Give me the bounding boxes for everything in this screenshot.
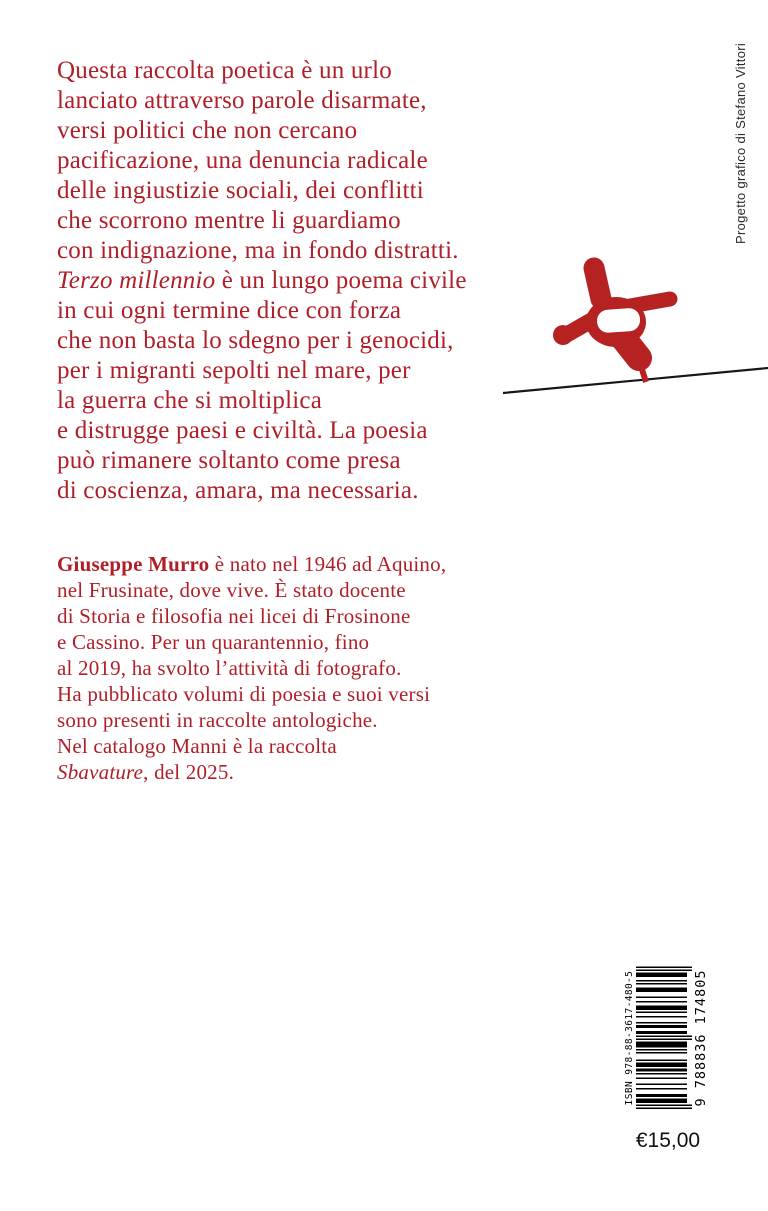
tightrope-walker-icon	[490, 252, 768, 400]
blurb-line: che scorrono mentre li guardiamo	[57, 207, 401, 234]
bio-line: e Cassino. Per un quarantennio, fino	[57, 630, 370, 654]
blurb-line-with-title	[57, 266, 517, 296]
blurb-line: lanciato attraverso parole disarmate,	[57, 87, 427, 114]
ean-digits: 9 788836 174805	[693, 969, 709, 1107]
blurb-line: può rimanere soltanto come presa	[57, 447, 401, 474]
blurb-line: in cui ogni termine dice con forza	[57, 297, 402, 324]
work-title: Sbavature	[57, 760, 144, 784]
ean13-barcode-icon	[636, 967, 692, 1110]
bio-line-rest: , del 2025.	[143, 760, 235, 784]
bio-line-rest: è nato nel 1946 ad Aquino,	[209, 552, 447, 576]
blurb-line: e distrugge paesi e civiltà. La poesia	[57, 417, 428, 444]
bio-line: di Storia e filosofia nei licei di Frosinone	[57, 604, 411, 628]
blurb-line: Questa raccolta poetica è un urlo	[57, 57, 392, 84]
blurb-line: versi politici che non cercano	[57, 117, 358, 144]
bio-line: sono presenti in raccolte antologiche.	[57, 708, 378, 732]
bio-line-with-work	[57, 759, 517, 785]
bio-line: Ha pubblicato volumi di poesia e suoi versi	[57, 682, 431, 706]
price-label: €15,00	[635, 1129, 701, 1152]
isbn-label: ISBN 978-88-3617-480-5	[624, 970, 635, 1106]
design-credit-vertical: Progetto grafico di Stefano Vittori	[733, 42, 748, 244]
blurb-line: con indignazione, ma in fondo distratti.	[57, 237, 459, 264]
bio-line: nel Frusinate, dove vive. È stato docente	[57, 578, 406, 602]
blurb-line: delle ingiustizie sociali, dei conflitti	[57, 177, 424, 204]
blurb-line-rest: è un lungo poema civile	[215, 267, 467, 294]
book-title: Terzo millennio	[57, 267, 216, 294]
bio-line-with-author	[57, 551, 517, 577]
blurb-line: che non basta lo sdegno per i genocidi,	[57, 327, 454, 354]
barcode-rotated	[624, 966, 710, 1110]
bio-line: al 2019, ha svolto l’attività di fotografo.	[57, 656, 402, 680]
blurb-line: pacificazione, una denuncia radicale	[57, 147, 428, 174]
blurb-line: la guerra che si moltiplica	[57, 387, 323, 414]
tightrope-line	[503, 368, 768, 393]
figure-hole	[596, 307, 640, 333]
publisher-tightrope-walker-logo	[490, 252, 768, 400]
bio-line: Nel catalogo Manni è la raccolta	[57, 734, 337, 758]
blurb-paragraph	[57, 56, 517, 506]
blurb-line: per i migranti sepolti nel mare, per	[57, 357, 411, 384]
author-name: Giuseppe Murro	[57, 552, 210, 576]
barcode-block	[624, 966, 710, 1110]
blurb-line: di coscienza, amara, ma necessaria.	[57, 477, 419, 504]
author-bio	[57, 551, 517, 785]
